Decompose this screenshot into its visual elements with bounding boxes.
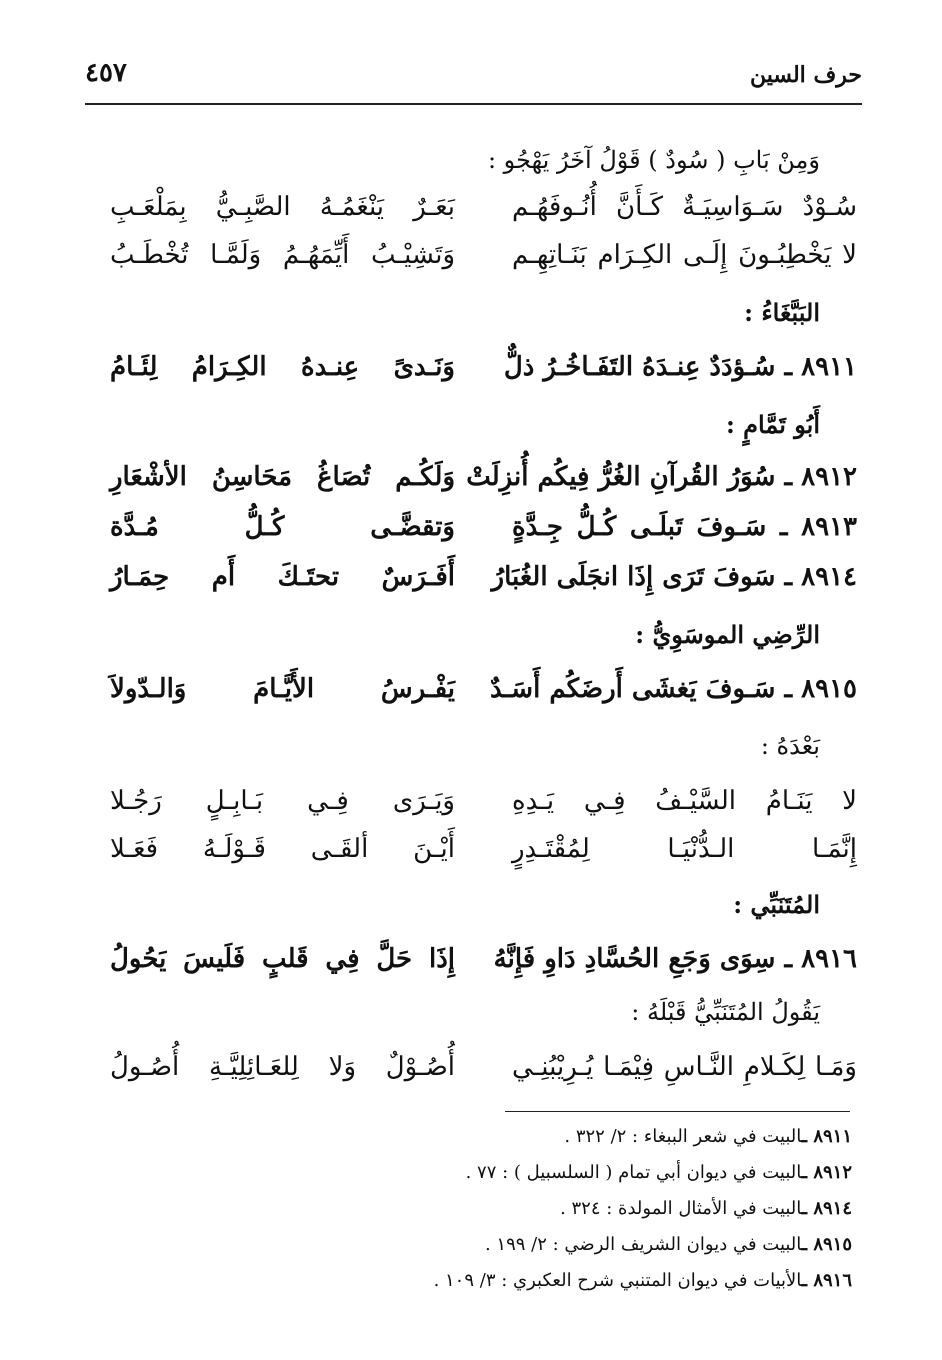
footnotes xyxy=(85,1126,852,1306)
verse-first-hemistich: ٨٩١٢ ـ سُوَرُ القُرآنِ الغُرُّ فِيكُم أُنزِلَتْ xyxy=(466,462,857,492)
verse-first-hemistich: لا يَنَـامُ السَّيْـفُ فِـي يَـدِهِ xyxy=(512,786,857,816)
verse-line xyxy=(85,192,857,240)
verse-first-hemistich: وَمَـا لِكَـلامِ النَّـاسِ فِيْمَـا يُـرِيْبُنِـي xyxy=(512,1052,857,1082)
poet-heading: البَبَّغَاءُ : xyxy=(744,298,820,327)
footnote-divider xyxy=(505,1111,850,1112)
verse-first-hemistich: ٨٩١١ ـ سُـؤدَدٌ عِنـدَهُ التَفَـاخُـرُ ذلٌّ xyxy=(503,352,857,382)
verse-second-hemistich: أَيْـنَ ألقَـى قَـوْلَـهُ فَعَـلا xyxy=(110,834,455,864)
verse-line xyxy=(85,944,857,992)
verse-second-hemistich: وَنَـدىً عِنـدهُ الكِـرَامُ لِئَـامُ xyxy=(110,352,455,382)
verse-second-hemistich: بَعَـرٌ يَنْغَمُـهُ الصَّبِـيُّ بِمَلْعَـبِ xyxy=(110,192,455,222)
verse-second-hemistich: وَتَشِيْـبُ أَيِّمَهُـمُ وَلَمَّـا تُخْطَـبُ xyxy=(110,240,455,270)
verse-second-hemistich: وَيَـرَى فِـي بَـابِـلٍ رَجُـلا xyxy=(110,786,455,816)
poet-heading: المُتَنَبِّي : xyxy=(733,890,820,919)
verse-line xyxy=(85,462,857,510)
verse-first-hemistich: سُـوْدٌ سَـوَاسِيَـةٌ كَـأَنَّ أُنُـوفَهُـم xyxy=(512,192,857,222)
poet-heading: أَبُو تَمَّامٍ : xyxy=(725,410,820,439)
verse-second-hemistich: يَفْـرسُ الأَيَّـامَ وَالـدّولاَ xyxy=(110,674,455,704)
verse-first-hemistich: إِنَّمَـا الـدُّنْيَـا لِمُقْتَـدِرٍ xyxy=(512,834,857,864)
verse-number: ٨٩١٢ ـ xyxy=(784,462,857,492)
verse-line xyxy=(85,240,857,288)
verse-line xyxy=(85,512,857,560)
intro-line: وَمِنْ بَابِ ( سُودٌ ) قَوْلُ آخَرُ يَهْجُو : xyxy=(487,146,820,174)
verse-line xyxy=(85,786,857,834)
verse-second-hemistich: أُصُـوْلٌ وَلا لِلعَـائِلِيَّـةِ أُصُـولُ xyxy=(110,1052,455,1082)
footnote: ٨٩١٤ ـالبيت في الأمثال المولدة : ٣٢٤ . xyxy=(560,1198,852,1219)
verse-number: ٨٩١٥ ـ xyxy=(784,674,857,704)
footnote: ٨٩١٢ ـالبيت في ديوان أبي تمام ( السلسبيل ) : ٧٧ . xyxy=(465,1162,852,1183)
verse-first-hemistich: ٨٩١٤ ـ سَوفَ تَرَى إِذَا انجَلَى الغُبَارُ xyxy=(491,562,857,592)
verse-first-hemistich: لا يَخْطِبُـونَ إِلَـى الكِـرَام بَنَـاتِهِـم xyxy=(512,240,857,270)
verse-line xyxy=(85,1052,857,1100)
verse-second-hemistich: وَلَكُـم تُصَاغُ مَحَاسِنُ الأشْعَارِ xyxy=(110,462,455,492)
verse-first-hemistich: ٨٩١٣ ـ سَـوفَ تَبلَـى كُـلُّ جِـدَّةٍ xyxy=(512,512,857,542)
page-number: ٤٥٧ xyxy=(85,58,127,88)
footnote: ٨٩١١ ـالبيت في شعر الببغاء : ٢/ ٣٢٢ . xyxy=(564,1126,852,1147)
footnote: ٨٩١٥ ـالبيت في ديوان الشريف الرضي : ٢/ ١٩٩ . xyxy=(484,1234,852,1255)
section-heading: بَعْدَهُ : xyxy=(760,732,820,760)
verse-number: ٨٩١٦ ـ xyxy=(784,944,857,974)
intro-line: يَقُولُ المُتَنَبِّيُّ قَبْلَهُ : xyxy=(631,998,820,1026)
verse-first-hemistich: ٨٩١٥ ـ سَـوفَ يَغشَى أَرضَكُم أَسَـدٌ xyxy=(490,674,857,704)
verse-number: ٨٩١٤ ـ xyxy=(784,562,857,592)
verse-second-hemistich: وَتقضَّـى كُـلُّ مُـدَّة xyxy=(110,512,455,542)
verse-second-hemistich: أَفَـرَسٌ تحتَـكَ أَم حِمَـارُ xyxy=(110,562,455,592)
verse-line xyxy=(85,352,857,400)
verse-first-hemistich: ٨٩١٦ ـ سِوَى وَجَعِ الحُسَّادِ دَاوِ فَإِنَّهُ xyxy=(493,944,857,974)
verse-line xyxy=(85,834,857,882)
poet-heading: الرِّضِي الموسَوِيُّ : xyxy=(635,620,820,649)
header-divider xyxy=(85,103,862,105)
chapter-title: حرف السين xyxy=(749,62,862,88)
verse-line xyxy=(85,674,857,722)
footnote: ٨٩١٦ ـالأبيات في ديوان المتنبي شرح العكبري : ٣/ ١٠٩ . xyxy=(433,1270,852,1291)
verse-number: ٨٩١١ ـ xyxy=(784,352,857,382)
verse-number: ٨٩١٣ ـ xyxy=(779,512,857,542)
page-header xyxy=(85,58,862,98)
verse-line xyxy=(85,562,857,610)
verse-second-hemistich: إِذَا حَلَّ فِي قَلبٍ فَلَيسَ يَحُولُ xyxy=(110,944,455,974)
